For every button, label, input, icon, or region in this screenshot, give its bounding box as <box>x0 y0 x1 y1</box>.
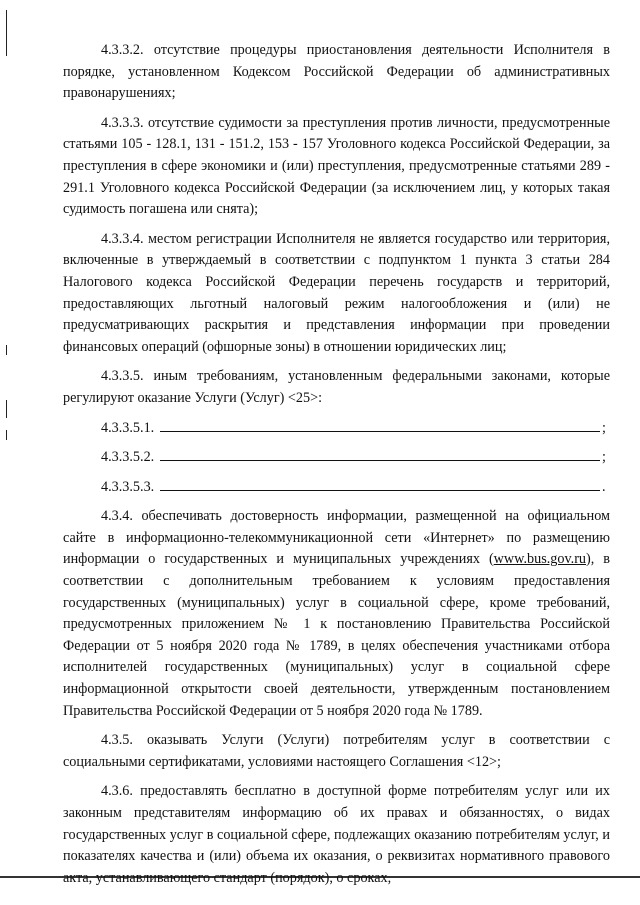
blank-item-number: 4.3.3.5.3. <box>101 478 155 495</box>
blank-item-2 <box>101 447 610 469</box>
paragraph-4-3-6: 4.3.6. предоставлять бесплатно в доступной форме потребителям услуг или их законным представителям информацию об их правах и обязанностях, о видах государственных услуг в социальной сфере, подлежащих оказанию потребителям услуг, и показателях качества и (или) объема их оказания, о реквизитах нормативного правового акта, устанавливающего стандарт (порядок), о сроках, <box>63 783 610 886</box>
fill-in-line[interactable] <box>160 447 600 461</box>
scan-mark-left-low2 <box>6 430 7 440</box>
paragraph-4-3-3-2: 4.3.3.2. отсутствие процедуры приостановления деятельности Исполнителя в порядке, установленном Кодексом Российской Федерации об административных правонарушениях; <box>63 42 610 102</box>
blank-item-end: ; <box>602 419 606 436</box>
paragraph-4-3-4-start: 4.3.4. обеспечивать достоверность информации, размещенной на официальном сайте в информационно-телекоммуникационной сети «Интернет» по размещению информации о государственных и муниципальных учреждениях ( <box>63 508 610 568</box>
paragraph-4-3-3-4: 4.3.3.4. местом регистрации Исполнителя не является государство или территория, включенные в утверждаемый в соответствии с подпунктом 1 пункта 3 статьи 284 Налогового кодекса Российской Федерации перечень государств и территорий, предоставляющих льготный налоговый режим налогообложения и (или) не предусматривающих раскрытия и представления информации при проведении финансовых операций (офшорные зоны) в отношении юридических лиц; <box>63 230 610 355</box>
paragraph-4-3-3-5: 4.3.3.5. иным требованиям, установленным федеральными законами, которые регулируют оказание Услуги (Услуг) <25>: <box>63 368 610 406</box>
blank-item-end: ; <box>602 449 606 466</box>
paragraph-4-3-4-end: ), в соответствии с дополнительным требованием к условиям предоставления государственных (муниципальных) услуг в социальной сфере, кроме требований, предусмотренных приложением № 1 к постановлению Правительства Российской Федерации от 5 ноября 2020 года № 1789, в целях обеспечения участниками отбора исполнителей государственных (муниципальных) услуг в социальной сфере информационной открытости своей деятельности, утвержденным постановлением Правительства Российской Федерации от 5 ноября 2020 года № 1789. <box>63 551 610 719</box>
scan-mark-left-top <box>6 10 7 56</box>
blank-item-number: 4.3.3.5.1. <box>101 419 155 436</box>
scan-mark-left-low <box>6 400 7 418</box>
paragraph-4-3-4 <box>63 506 610 722</box>
scan-mark-left-mid <box>6 345 7 355</box>
paragraph-4-3-3-3: 4.3.3.3. отсутствие судимости за преступления против личности, предусмотренные статьями 105 - 128.1, 131 - 151.2, 153 - 157 Уголовного кодекса Российской Федерации, за преступления в сфере экономики и (или) преступления, предусмотренные статьями 289 - 291.1 Уголовного кодекса Российской Федерации (за исключением лиц, у которых такая судимость погашена или снята); <box>63 114 610 218</box>
fill-in-line[interactable] <box>160 477 600 491</box>
bus-gov-link[interactable]: www.bus.gov.ru <box>493 551 587 568</box>
blank-item-3 <box>101 477 610 499</box>
paragraph-4-3-5: 4.3.5. оказывать Услуги (Услуги) потребителям услуг в соответствии с социальными сертификатами, условиями настоящего Соглашения <12>; <box>63 732 610 770</box>
document-body <box>63 40 610 889</box>
blank-item-end: . <box>602 478 606 495</box>
blank-item-1 <box>101 418 610 440</box>
fill-in-line[interactable] <box>160 418 600 432</box>
blank-item-number: 4.3.3.5.2. <box>101 449 155 466</box>
